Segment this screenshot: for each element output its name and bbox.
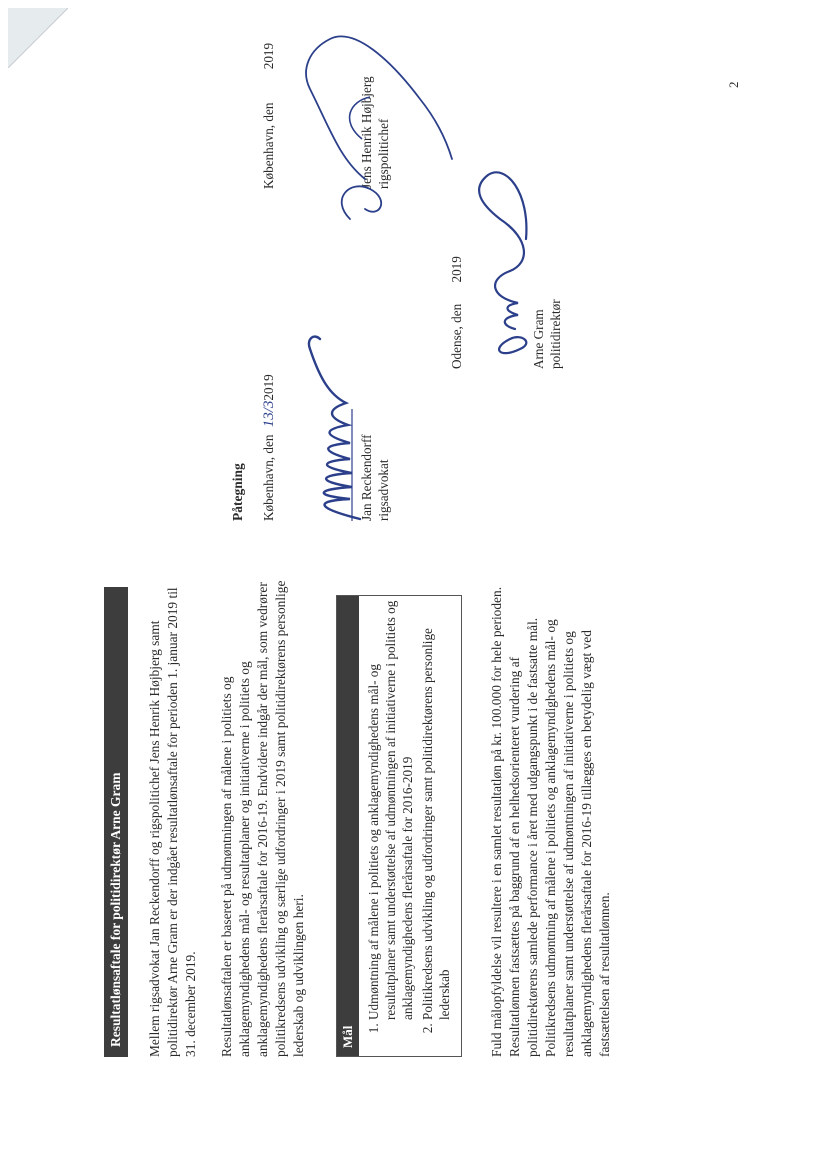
signature-gram [460, 149, 550, 389]
place-date: Odense, den [449, 303, 464, 369]
endorsement-heading: Påtegning [230, 463, 245, 521]
pay-paragraph: Fuld målopfyldelse vil resultere i en samlet resultatløn på kr. 100.000 for hele perioden. Resultatlønnen fastsættes på baggrund af en helhedsorienteret vurdering af politidirektørens samlede performance i året med udgangspunkt i de fastsatte mål. Politikredsens udmøntning af målene i politiets og anklagemyndighedens mål- og resultatplaner samt understøttelse af udmøntningen af initiativerne i politiets og anklagemyndighedens flerårsaftale for 2016-19 tillægges en betydelig vægt ved fastsættelsen af resultatlønnen. [489, 586, 612, 1057]
year: 2019 [261, 374, 276, 401]
signatory-role: politidirektør [548, 299, 563, 369]
signature-hojbjerg [270, 9, 460, 289]
year: 2019 [261, 42, 276, 70]
signatory-name: Jan Reckendorff [359, 434, 374, 521]
year: 2019 [449, 256, 464, 283]
goal-item: 1. Udmøntning af målene i politiets og anklagemyndighedens mål- og resultatplaner samt understøttelse af udmøntningen af initiativerne i politiets og anklagemyndighedens flerårsaftale for 2016-2019 [365, 596, 416, 1020]
goal-heading: Mål [337, 596, 359, 1056]
place-date: København, den [261, 102, 276, 189]
goal-list [365, 596, 453, 1056]
signature-block-reckendorff [260, 374, 278, 521]
signatory-role: rigsadvokat [376, 459, 391, 521]
goal-item: 2. Politikredsens udvikling og udfordringer samt politidirektørens personlige lederskab [419, 596, 453, 1020]
place-date: København, den [261, 434, 276, 521]
goal-box [336, 595, 462, 1057]
page-number: 2 [726, 81, 741, 88]
handwritten-date: 13/3 [261, 400, 277, 428]
basis-paragraph: Resultatlønsaftalen er baseret på udmøntningen af målene i politiets og anklagemyndighedens mål- og resultatplaner og initiativerne i politiets og anklagemyndighedens flerårsaftale for 2016-19. Endvidere indgår der mål, som vedrører politikredsens udvikling og særlige udfordringer i 2019 samt politidirektørens personlige lederskab og udviklingen heri. [219, 580, 306, 1057]
signature-reckendorff [290, 329, 370, 529]
signatory-name: Arne Gram [531, 309, 546, 369]
intro-paragraph: Mellem rigsadvokat Jan Reckendorff og rigspolitichef Jens Henrik Højbjerg samt politidirektør Arne Gram er der indgået resultatlønsaftale for perioden 1. januar 2019 til 31. december 2019. [147, 587, 198, 1057]
signatory-role: rigspolitichef [376, 118, 391, 189]
document-title: Resultatlønsaftale for politidirektør Arne Gram [104, 587, 128, 1057]
signatory-name: Jens Henrik Højbjerg [359, 76, 374, 189]
